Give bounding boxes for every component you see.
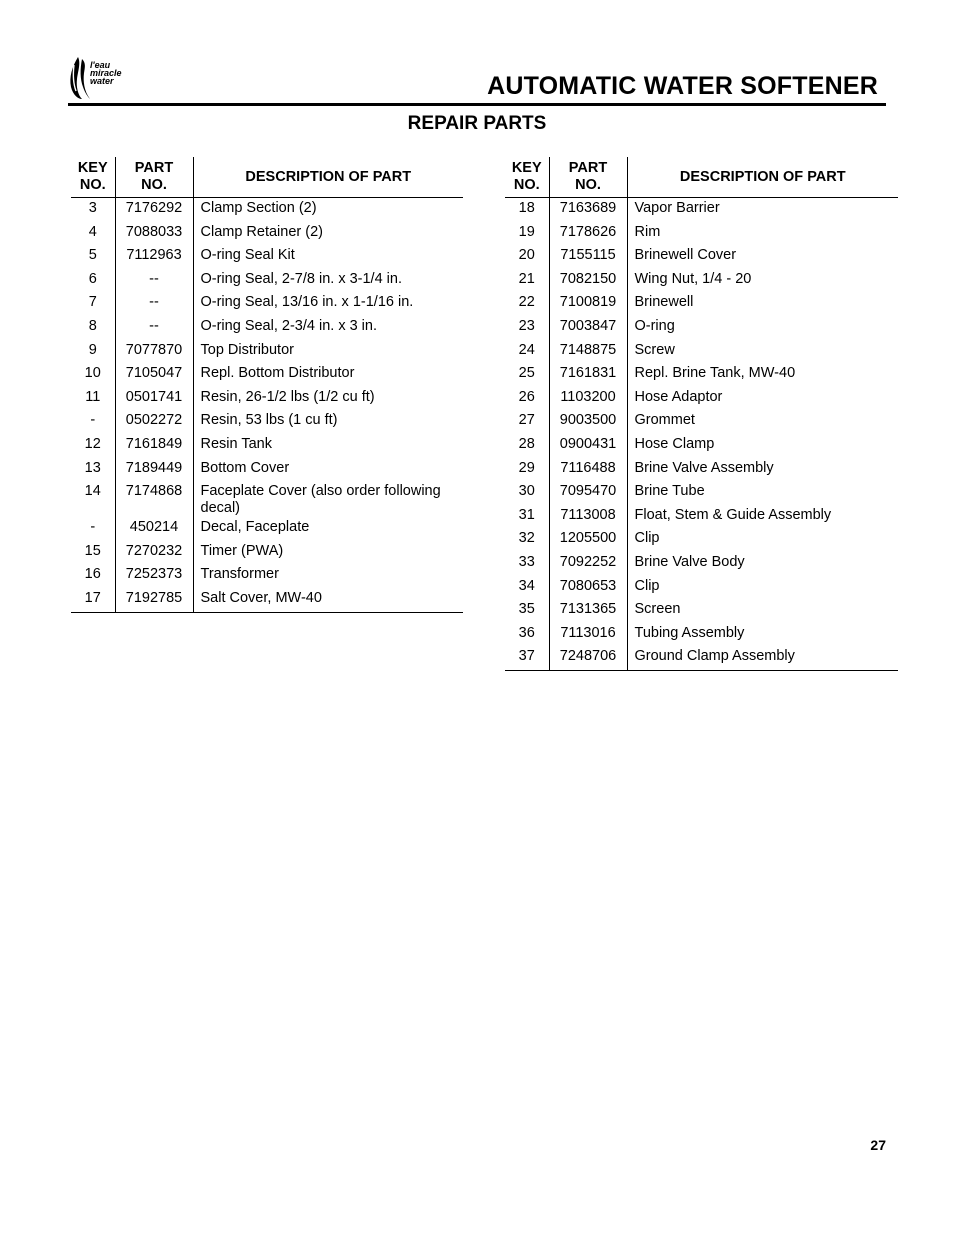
table-row [505, 269, 898, 293]
description-cell: O-ring Seal, 13/16 in. x 1-1/16 in. [200, 294, 414, 311]
title-divider [68, 103, 886, 106]
parts-table-right [505, 157, 898, 671]
table-row [71, 198, 463, 222]
part-no-cell: 1103200 [549, 387, 627, 411]
part-no-cell: 7131365 [549, 599, 627, 623]
description-cell: Clip [634, 530, 660, 547]
key-no-cell: 19 [505, 222, 549, 246]
part-no-cell: 7092252 [549, 552, 627, 576]
key-no-cell: 23 [505, 316, 549, 340]
header-part-no: PART NO. [549, 157, 627, 198]
description-cell: Rim [634, 223, 661, 240]
logo-line: water [90, 76, 114, 86]
part-no-cell: 7176292 [115, 198, 193, 222]
description-cell: Repl. Bottom Distributor [200, 365, 355, 382]
key-no-cell: 34 [505, 576, 549, 600]
part-no-cell: 7161849 [115, 434, 193, 458]
part-no-cell: 7095470 [549, 481, 627, 505]
description-cell: Decal, Faceplate [200, 519, 310, 536]
table-row [505, 623, 898, 647]
table-row [71, 316, 463, 340]
key-no-cell: 35 [505, 599, 549, 623]
part-no-cell: 7189449 [115, 458, 193, 482]
parts-table-left [71, 157, 463, 613]
key-no-cell: 3 [71, 198, 115, 222]
description-cell: Faceplate Cover (also order following decal) [200, 483, 441, 517]
key-no-cell: 27 [505, 410, 549, 434]
key-no-cell: 28 [505, 434, 549, 458]
description-cell: Grommet [634, 412, 695, 429]
part-no-cell: 7178626 [549, 222, 627, 246]
part-no-cell: 7113008 [549, 505, 627, 529]
description-cell: Clamp Section (2) [200, 200, 317, 216]
table-row [71, 363, 463, 387]
part-no-cell: 0502272 [115, 410, 193, 434]
description-cell: O-ring Seal, 2-7/8 in. x 3-1/4 in. [200, 270, 402, 287]
key-no-cell: 14 [71, 481, 115, 517]
key-no-cell: 24 [505, 340, 549, 364]
key-no-cell: 26 [505, 387, 549, 411]
part-no-cell: 7082150 [549, 269, 627, 293]
logo-line: miracle [90, 68, 122, 78]
key-no-cell: 36 [505, 623, 549, 647]
table-row [505, 458, 898, 482]
key-no-cell: 6 [71, 269, 115, 293]
table-row [71, 481, 463, 517]
key-no-cell: 10 [71, 363, 115, 387]
page-number: 27 [870, 1137, 886, 1153]
part-no-cell: 7192785 [115, 588, 193, 612]
table-row [71, 541, 463, 565]
key-no-cell: 7 [71, 292, 115, 316]
description-cell: Wing Nut, 1/4 - 20 [634, 270, 752, 287]
part-no-cell: -- [115, 292, 193, 316]
table-row [505, 434, 898, 458]
table-row [505, 481, 898, 505]
description-cell: Transformer [200, 566, 279, 583]
part-no-cell: 7252373 [115, 564, 193, 588]
table-row [71, 245, 463, 269]
description-cell: Screen [634, 601, 681, 618]
table-row [505, 292, 898, 316]
table-row [505, 245, 898, 269]
description-cell: Hose Clamp [634, 435, 715, 452]
description-cell: Clip [634, 577, 660, 594]
key-no-cell: 37 [505, 646, 549, 670]
description-cell: Top Distributor [200, 341, 294, 358]
description-cell: Bottom Cover [200, 459, 290, 476]
key-no-cell: 16 [71, 564, 115, 588]
logo-wordmark [90, 61, 122, 85]
description-cell: Repl. Brine Tank, MW-40 [634, 365, 796, 382]
table-row [71, 387, 463, 411]
description-cell: Clamp Retainer (2) [200, 223, 323, 240]
key-no-cell: 18 [505, 198, 549, 222]
table-row [71, 564, 463, 588]
key-no-cell: 11 [71, 387, 115, 411]
key-no-cell: - [71, 410, 115, 434]
table-row [71, 434, 463, 458]
header-description: DESCRIPTION OF PART [193, 157, 463, 198]
part-no-cell: 9003500 [549, 410, 627, 434]
part-no-cell: 7163689 [549, 198, 627, 222]
part-no-cell: -- [115, 269, 193, 293]
key-no-cell: 17 [71, 588, 115, 612]
table-row [71, 588, 463, 612]
part-no-cell: 7100819 [549, 292, 627, 316]
header-part-no: PART NO. [115, 157, 193, 198]
table-row [71, 292, 463, 316]
description-cell: O-ring Seal Kit [200, 247, 295, 264]
logo-line: l'eau [90, 60, 111, 70]
key-no-cell: 12 [71, 434, 115, 458]
description-cell: Tubing Assembly [634, 624, 745, 641]
part-no-cell: 7174868 [115, 481, 193, 517]
key-no-cell: 13 [71, 458, 115, 482]
part-no-cell: 7155115 [549, 245, 627, 269]
part-no-cell: 7088033 [115, 222, 193, 246]
part-no-cell: 7248706 [549, 646, 627, 670]
key-no-cell: 30 [505, 481, 549, 505]
description-cell: Resin Tank [200, 435, 272, 452]
part-no-cell: 7116488 [549, 458, 627, 482]
section-heading: REPAIR PARTS [407, 113, 547, 134]
table-row [505, 528, 898, 552]
key-no-cell: 20 [505, 245, 549, 269]
part-no-cell: 7003847 [549, 316, 627, 340]
description-cell: Vapor Barrier [634, 200, 720, 216]
part-no-cell: 7080653 [549, 576, 627, 600]
description-cell: Brine Valve Assembly [634, 459, 774, 476]
description-cell: Brinewell [634, 294, 694, 311]
part-no-cell: 7161831 [549, 363, 627, 387]
table-row [71, 517, 463, 541]
part-no-cell: 450214 [115, 517, 193, 541]
header-key-no: KEY NO. [71, 157, 115, 198]
key-no-cell: 4 [71, 222, 115, 246]
table-row [505, 316, 898, 340]
description-cell: Ground Clamp Assembly [627, 646, 898, 670]
table-row [505, 387, 898, 411]
part-no-cell: 7113016 [549, 623, 627, 647]
table-row [505, 505, 898, 529]
table-row [505, 363, 898, 387]
description-cell: Resin, 53 lbs (1 cu ft) [200, 412, 338, 429]
water-drop-logo-icon [68, 55, 92, 101]
table-row [505, 198, 898, 222]
description-cell: O-ring Seal, 2-3/4 in. x 3 in. [200, 317, 377, 334]
parts-list-left [71, 198, 463, 613]
key-no-cell: 29 [505, 458, 549, 482]
table-row [505, 646, 898, 670]
key-no-cell: 31 [505, 505, 549, 529]
description-cell: Screw [634, 341, 675, 358]
table-row [505, 340, 898, 364]
table-row [505, 410, 898, 434]
key-no-cell: 33 [505, 552, 549, 576]
description-cell: Hose Adaptor [634, 388, 723, 405]
part-no-cell: 7077870 [115, 340, 193, 364]
key-no-cell: - [71, 517, 115, 541]
key-no-cell: 25 [505, 363, 549, 387]
description-cell: Brine Valve Body [634, 553, 745, 570]
part-no-cell: 1205500 [549, 528, 627, 552]
key-no-cell: 15 [71, 541, 115, 565]
table-row [505, 599, 898, 623]
table-row [505, 576, 898, 600]
description-cell: Brine Tube [634, 483, 705, 500]
key-no-cell: 32 [505, 528, 549, 552]
brand-logo [68, 55, 138, 101]
table-row [71, 222, 463, 246]
description-cell: Timer (PWA) [200, 542, 284, 559]
part-no-cell: 7112963 [115, 245, 193, 269]
table-header-row [505, 157, 898, 198]
key-no-cell: 21 [505, 269, 549, 293]
description-cell: Float, Stem & Guide Assembly [634, 506, 832, 523]
key-no-cell: 8 [71, 316, 115, 340]
header-description: DESCRIPTION OF PART [627, 157, 898, 198]
key-no-cell: 22 [505, 292, 549, 316]
table-row [71, 340, 463, 364]
part-no-cell: 7105047 [115, 363, 193, 387]
description-cell: Brinewell Cover [634, 247, 737, 264]
document-title: AUTOMATIC WATER SOFTENER [487, 72, 878, 100]
table-row [71, 458, 463, 482]
description-cell: O-ring [634, 317, 675, 334]
part-no-cell: 7270232 [115, 541, 193, 565]
key-no-cell: 5 [71, 245, 115, 269]
table-row [505, 222, 898, 246]
parts-list-right [505, 198, 898, 671]
part-no-cell: 0501741 [115, 387, 193, 411]
description-cell: Resin, 26-1/2 lbs (1/2 cu ft) [200, 388, 375, 405]
table-row [71, 410, 463, 434]
part-no-cell: -- [115, 316, 193, 340]
description-cell: Salt Cover, MW-40 [193, 588, 463, 612]
key-no-cell: 9 [71, 340, 115, 364]
table-row [505, 552, 898, 576]
table-row [71, 269, 463, 293]
part-no-cell: 7148875 [549, 340, 627, 364]
header-key-no: KEY NO. [505, 157, 549, 198]
part-no-cell: 0900431 [549, 434, 627, 458]
table-header-row [71, 157, 463, 198]
